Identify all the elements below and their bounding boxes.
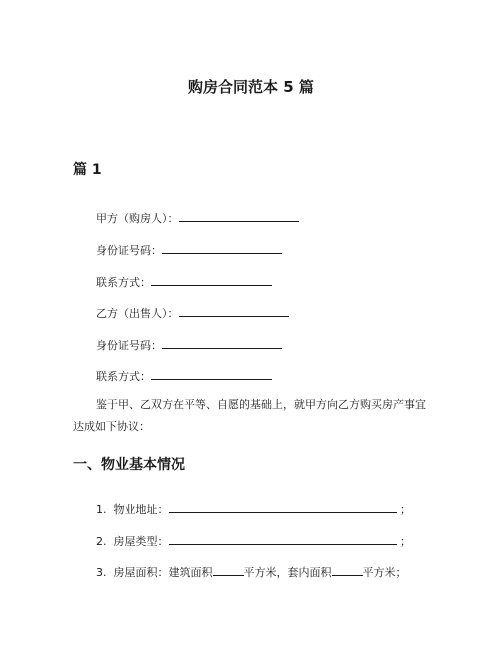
party-b-contact-blank — [151, 368, 272, 380]
item-house-type — [96, 533, 411, 550]
item-number: 1. — [96, 503, 107, 516]
party-a-id-blank — [162, 242, 282, 254]
party-b-contact-line — [96, 368, 272, 385]
item-area — [96, 564, 407, 581]
party-b-id-line — [96, 337, 282, 354]
item-blank — [213, 564, 244, 576]
party-b-line — [96, 305, 289, 322]
item-label: 房屋类型： — [113, 535, 169, 548]
party-a-id-label: 身份证号码： — [96, 244, 162, 257]
party-a-line — [96, 210, 299, 227]
party-b-label: 乙方（出售人）： — [96, 307, 179, 320]
item-suffix: ； — [400, 503, 411, 516]
party-b-blank — [179, 305, 289, 317]
item-address — [96, 501, 411, 518]
item-blank — [169, 501, 397, 513]
section-heading: 篇 1 — [73, 162, 102, 178]
document-title: 购房合同范本 5 篇 — [188, 78, 314, 96]
item-number: 2. — [96, 535, 107, 548]
item-blank — [332, 564, 363, 576]
item-blank — [169, 533, 397, 545]
party-a-contact-label: 联系方式： — [96, 276, 151, 289]
intro-paragraph: 鉴于甲、乙双方在平等、自愿的基础上，就甲方向乙方购买房产事宜达成如下协议： — [73, 398, 426, 433]
party-a-contact-line — [96, 274, 272, 291]
party-a-blank — [179, 210, 299, 222]
party-b-id-label: 身份证号码： — [96, 339, 162, 352]
party-a-label: 甲方（购房人）： — [96, 212, 179, 225]
party-a-id-line — [96, 242, 282, 259]
party-b-contact-label: 联系方式： — [96, 370, 151, 383]
item-suffix: ； — [400, 535, 411, 548]
item-mid-label: 平方米，套内面积 — [243, 566, 332, 579]
item-suffix: 平方米； — [362, 566, 407, 579]
item-label: 房屋面积：建筑面积 — [113, 566, 213, 579]
item-label: 物业地址： — [113, 503, 169, 516]
chapter-heading: 一、物业基本情况 — [73, 457, 185, 473]
party-b-id-blank — [162, 337, 282, 349]
party-a-contact-blank — [151, 274, 272, 286]
item-number: 3. — [96, 566, 107, 579]
